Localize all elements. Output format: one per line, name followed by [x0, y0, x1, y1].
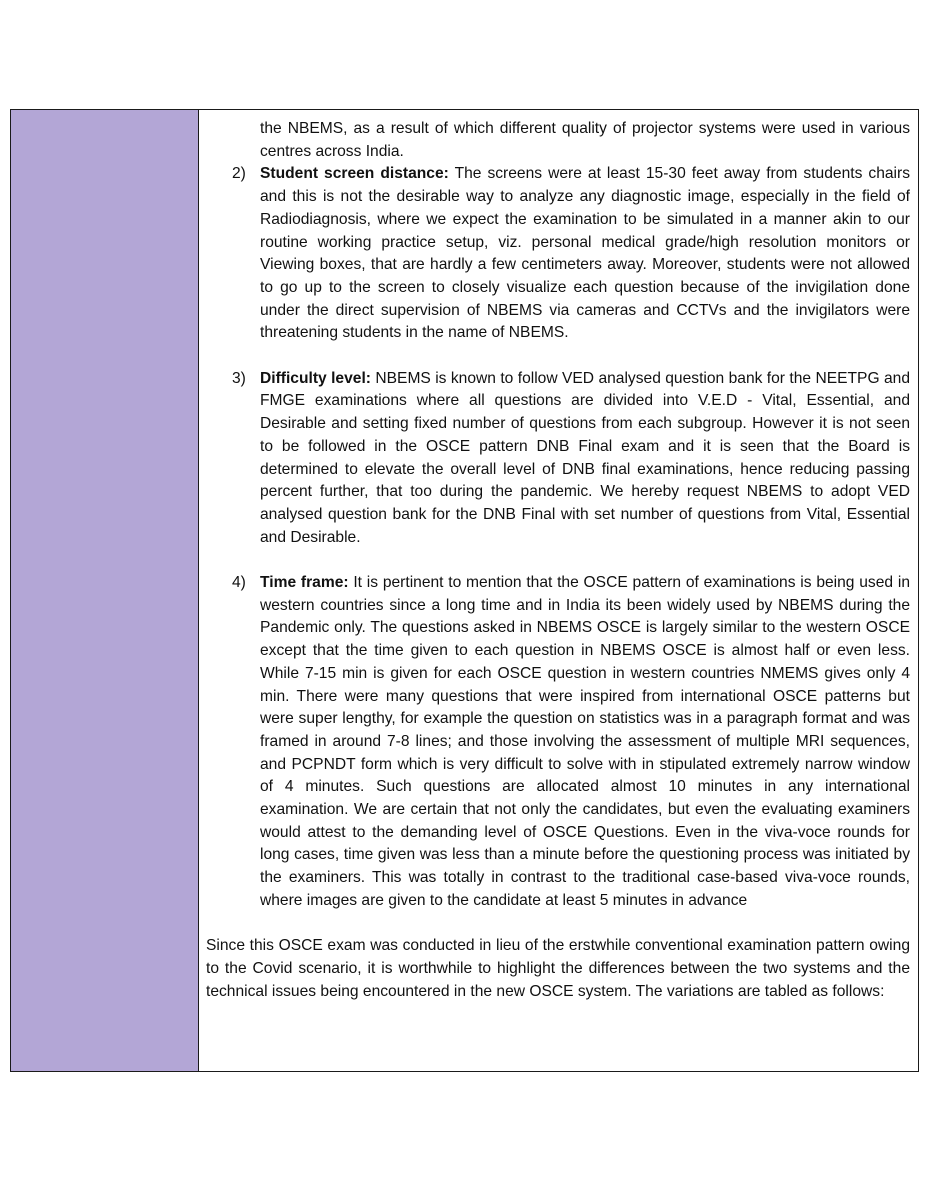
- list-item-text: It is pertinent to mention that the OSCE pattern of examinations is being used in western countries since a long time and in India its been widely used by NBEMS during the Pandemic only. The questions asked in NBEMS OSCE is largely similar to the western OSCE except that the time given to each question in NBEMS OSCE is almost half or even less. While 7-15 min is given for each OSCE question in western countries NMEMS gives only 4 min. There were many questions that were inspired from international OSCE patterns but were super lengthy, for example the question on statistics was in a paragraph format and was framed in around 7-8 lines; and those involving the assessment of multiple MRI sequences, and PCPNDT form which is very difficult to solve with in stipulated extremely narrow window of 4 minutes. Such questions are allocated almost 10 minutes in any international examination. We are certain that not only the candidates, but even the evaluating examiners would attest to the demanding level of OSCE Questions. Even in the viva-voce rounds for long cases, time given was less than a minute before the questioning process was initiated by the examiners. This was totally in contrast to the traditional case-based viva-voce rounds, where images are given to the candidate at least 5 minutes in advance: [260, 574, 910, 909]
- document-table: [10, 109, 919, 1072]
- list-item-student-screen-distance: [232, 163, 910, 345]
- side-color-cell: [11, 110, 199, 1071]
- list-item-time-frame: [232, 572, 910, 913]
- closing-paragraph: Since this OSCE exam was conducted in lieu of the erstwhile conventional examination pattern owing to the Covid scenario, it is worthwhile to highlight the differences between the two systems and the technical issues being encountered in the new OSCE system. The variations are tabled as follows:: [206, 937, 910, 1000]
- list-item-number: 4): [232, 574, 246, 592]
- list-item-body: [260, 163, 910, 345]
- list-item-body: [260, 572, 910, 913]
- list-item-number: 3): [232, 369, 246, 387]
- list-item-heading: Student screen distance:: [260, 165, 449, 183]
- list-item-heading: Time frame:: [260, 574, 349, 592]
- paragraph-gap: [206, 345, 910, 368]
- continuation-paragraph: the NBEMS, as a result of which different quality of projector systems were used in various centres across India.: [260, 120, 910, 160]
- list-item-heading: Difficulty level:: [260, 369, 371, 387]
- paragraph-gap: [206, 549, 910, 572]
- list-item-text: The screens were at least 15-30 feet away from students chairs and this is not the desirable way to analyze any diagnostic image, especially in the field of Radiodiagnosis, where we expect the examination to be simulated in a manner akin to our routine working practice setup, viz. personal medical grade/high resolution monitors or Viewing boxes, that are hardly a few centimeters away. Moreover, students were not allowed to go up to the screen to closely visualize each question because of the invigilation done under the direct supervision of NBEMS via cameras and CCTVs and the invigilators were threatening students in the name of NBEMS.: [260, 165, 910, 342]
- content-cell: [199, 110, 918, 1071]
- list-item-difficulty-level: [232, 368, 910, 550]
- list-item-body: [260, 368, 910, 550]
- paragraph-gap: [206, 913, 910, 936]
- list-item-text: NBEMS is known to follow VED analysed question bank for the NEETPG and FMGE examinations where all questions are divided into V.E.D - Vital, Essential, and Desirable and setting fixed number of questions from each subgroup. However it is not seen to be followed in the OSCE pattern DNB Final exam and it is seen that the Board is determined to elevate the overall level of DNB final examinations, hence reducing passing percent further, that too during the pandemic. We hereby request NBEMS to adopt VED analysed question bank for the DNB Final with set number of questions from Vital, Essential and Desirable.: [260, 369, 910, 546]
- list-item-number: 2): [232, 165, 246, 183]
